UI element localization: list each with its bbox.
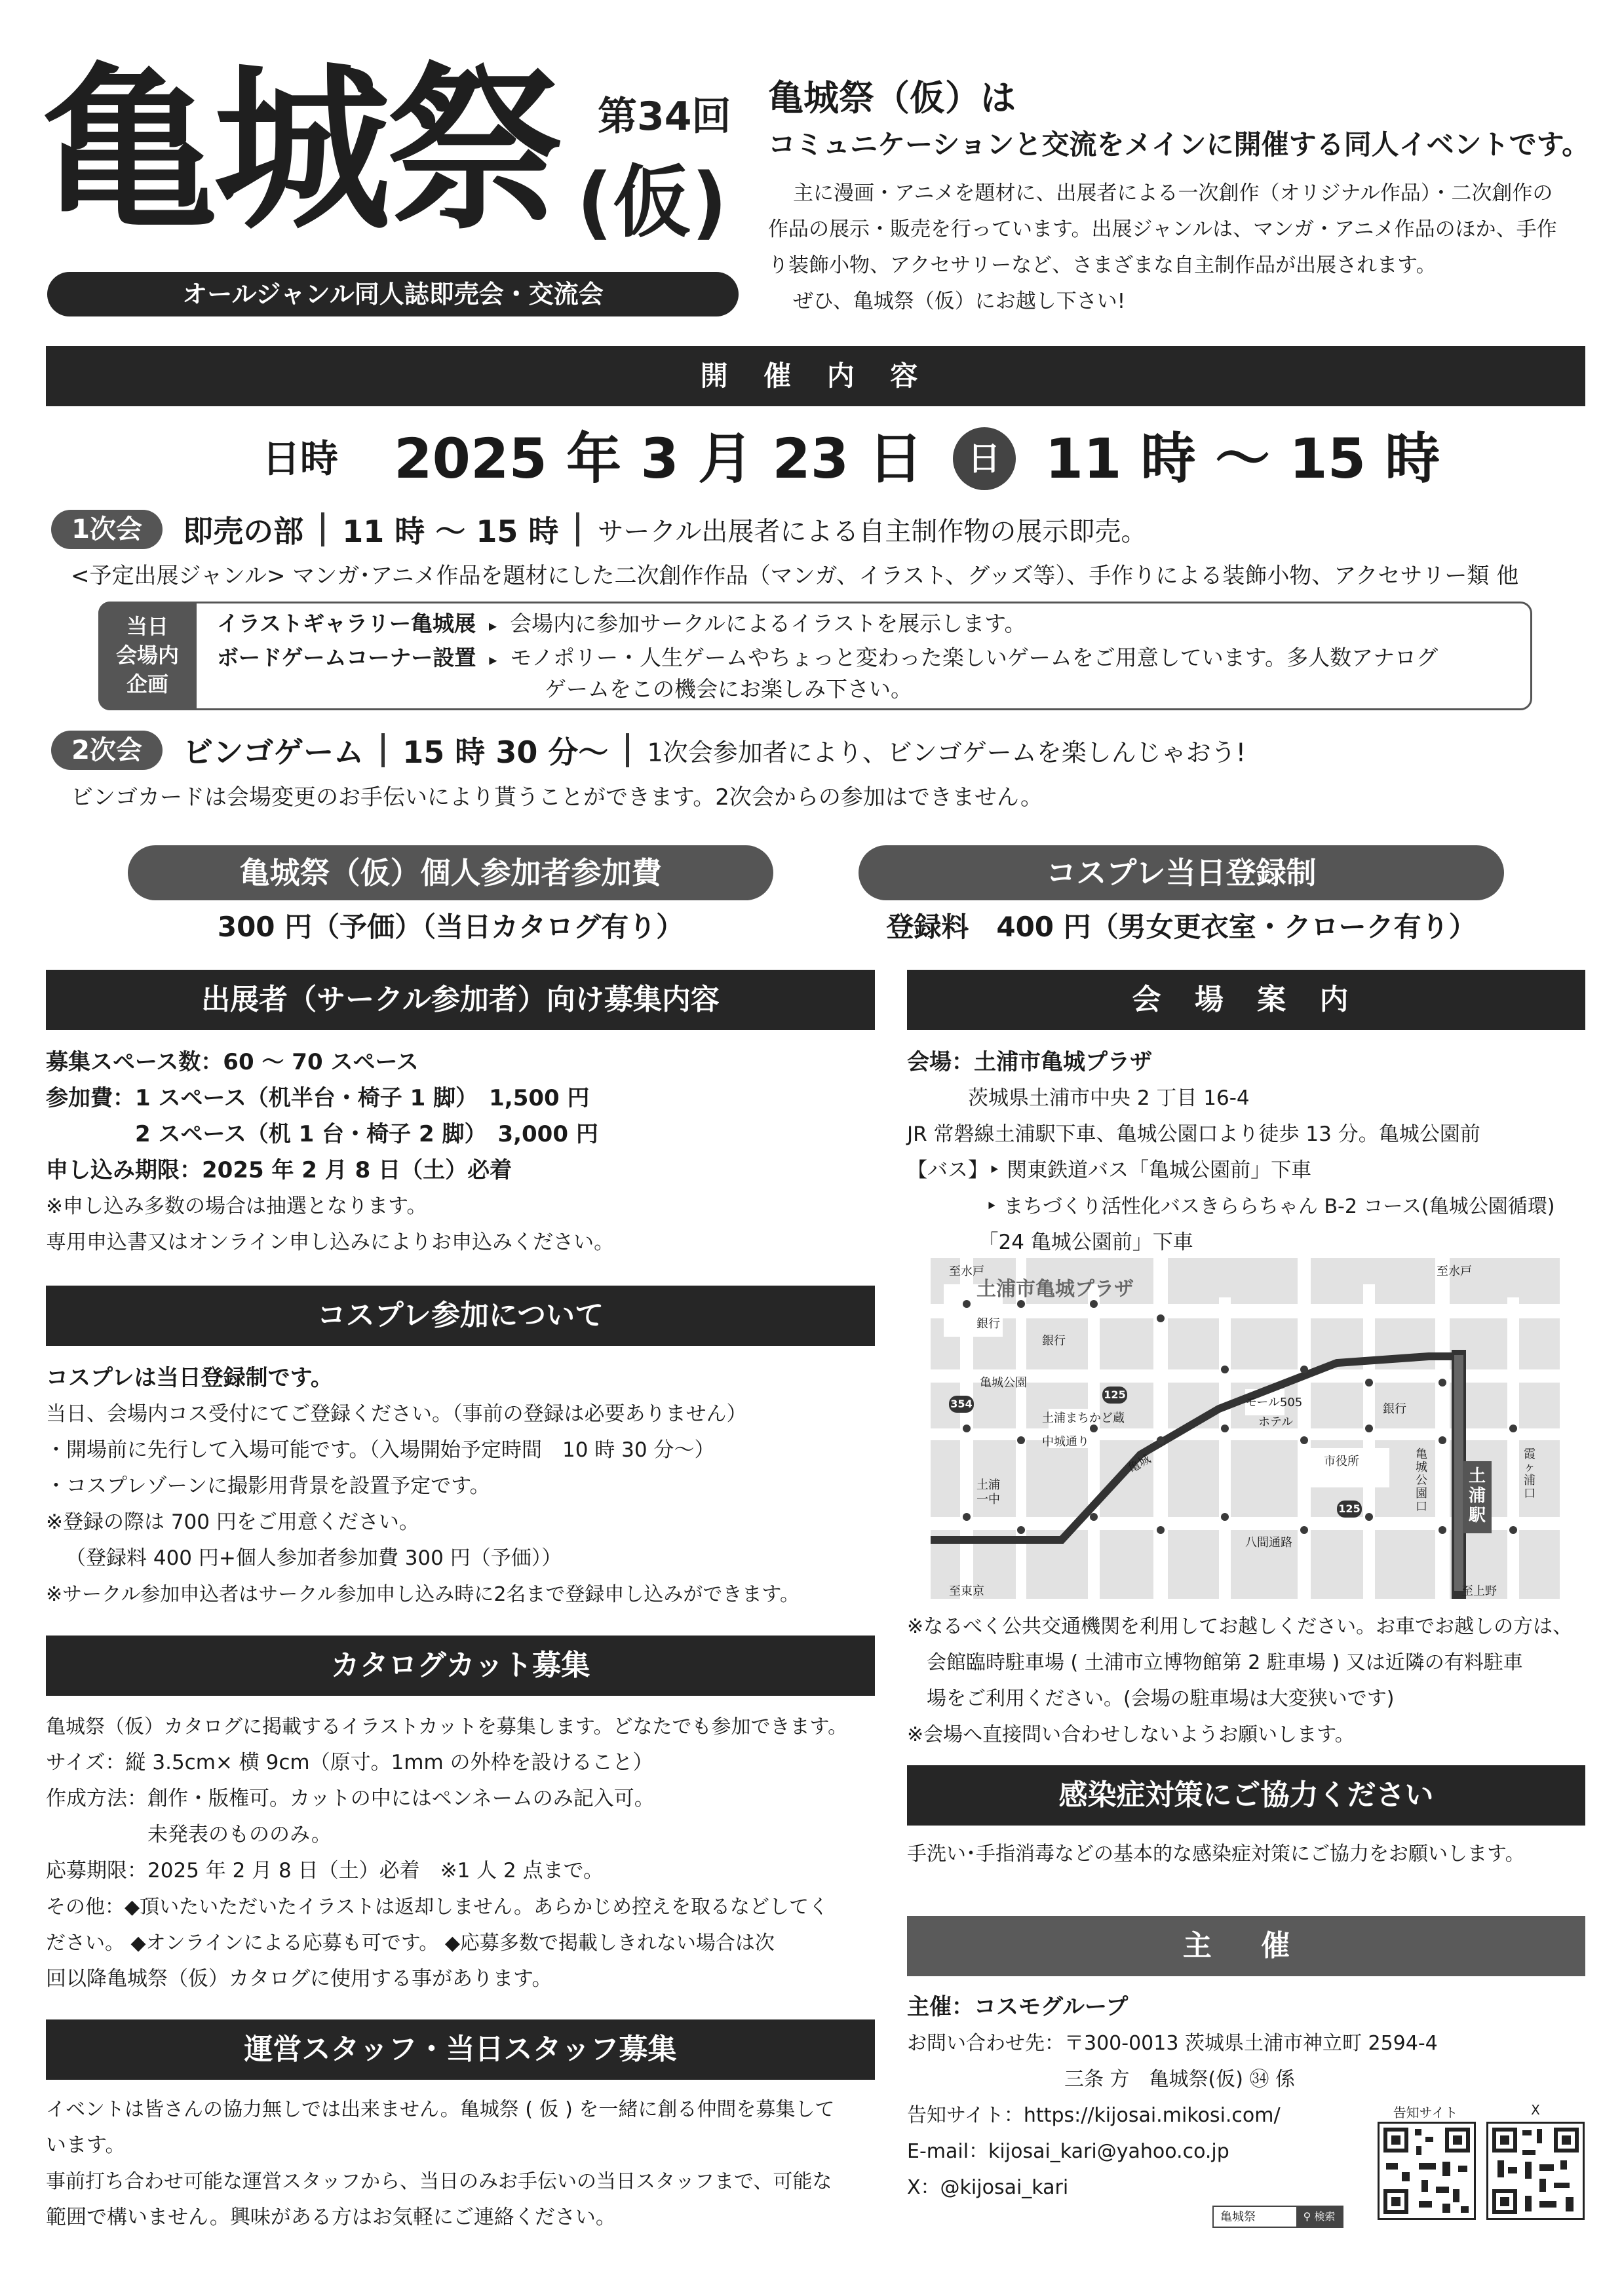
- intro-subtitle: コミュニケーションと交流をメインに開催する同人イベントです。: [768, 128, 1590, 161]
- venue-line: 茨城県土浦市中央 2 丁目 16-4: [907, 1086, 1250, 1110]
- arrow-icon: ▸: [489, 651, 497, 669]
- first-session-time: 11 時 〜 15 時: [342, 514, 559, 549]
- map-label: 八間通路: [1245, 1536, 1292, 1550]
- qr-x-icon[interactable]: [1486, 2122, 1585, 2220]
- intro-line: 作品の展示・販売を行っています。出展ジャンルは、マンガ・アニメ作品のほか、手作: [768, 218, 1557, 241]
- onsite-label: 当日 会場内 企画: [98, 602, 197, 710]
- search-icon: ⚲: [1303, 2210, 1311, 2223]
- map-label: 土浦まちかど蔵: [1042, 1411, 1125, 1425]
- cosplay-fee-value: 登録料 400 円（男女更衣室・クローク有り）: [886, 911, 1477, 943]
- personal-fee-value: 300 円（予価）（当日カタログ有り）: [217, 911, 684, 943]
- venue-note: 会館臨時駐車場 ( 土浦市立博物館第 2 駐車場 ) 又は近隣の有料駐車: [907, 1651, 1523, 1674]
- date-value: 2025 年 3 月 23 日: [394, 427, 923, 491]
- catalog-line: ださい。 ◆オンラインによる応募も可です。 ◆応募多数で掲載しきれない場合は次: [46, 1932, 775, 1955]
- qr-site-icon[interactable]: [1378, 2122, 1476, 2220]
- event-section-title: 開 催 内 容: [46, 346, 1585, 406]
- staff-line: イベントは皆さんの協力無しでは出来ません。亀城祭 ( 仮 ) を一緒に創る仲間を募集して: [46, 2098, 835, 2121]
- catalog-line: サイズ：縦 3.5cm× 横 9cm（原寸。1mm の外枠を設けること）: [46, 1751, 653, 1774]
- venue-body: [907, 1044, 1585, 1261]
- onsite-item-desc: モノポリー・人生ゲームやちょっと変わった楽しいゲームをご用意しています。多人数アナログ: [510, 645, 1439, 670]
- second-session-title: ビンゴゲーム: [183, 735, 364, 770]
- catalog-line: 作成方法：創作・版権可。カットの中にはペンネームのみ記入可。: [46, 1787, 655, 1810]
- cosplay-line: 当日、会場内コス受付にてご登録ください。（事前の登録は必要ありません）: [46, 1402, 747, 1426]
- search-box[interactable]: [1212, 2206, 1343, 2228]
- exhibitor-title: 出展者（サークル参加者）向け募集内容: [46, 970, 875, 1030]
- first-session-tag: 1次会: [51, 510, 163, 549]
- exhibitor-line: 2 スペース（机 1 台・椅子 2 脚） 3,000 円: [46, 1121, 598, 1147]
- catalog-title: カタログカット募集: [46, 1636, 875, 1696]
- map-label: 銀行: [1383, 1402, 1406, 1416]
- organizer-line[interactable]: 告知サイト：https://kijosai.mikosi.com/: [907, 2104, 1281, 2127]
- search-button-label: 検索: [1314, 2210, 1336, 2223]
- map-route-badge: 125: [1337, 1501, 1362, 1518]
- intro-title: 亀城祭（仮）は: [768, 77, 1016, 119]
- cosplay-line: コスプレは当日登録制です。: [46, 1365, 333, 1391]
- search-button[interactable]: [1296, 2207, 1342, 2227]
- onsite-item-desc: 会場内に参加サークルによるイラストを展示します。: [510, 611, 1026, 636]
- intro-text: [768, 176, 1587, 320]
- map-label: 銀行: [976, 1317, 1000, 1331]
- map-label: ホテル: [1258, 1415, 1294, 1429]
- map-label: 中城通り: [1042, 1435, 1089, 1449]
- onsite-item-name: イラストギャラリー亀城展: [217, 611, 476, 636]
- catalog-line: 応募期限：2025 年 2 月 8 日（土）必着 ※1 人 2 点まで。: [46, 1859, 604, 1883]
- venue-line: 「24 亀城公園前」下車: [907, 1231, 1193, 1254]
- venue-note: ※会場へ直接問い合わせしないようお願いします。: [907, 1723, 1355, 1746]
- catalog-line: 亀城祭（仮）カタログに掲載するイラストカットを募集します。どなたでも参加できます。: [46, 1715, 848, 1738]
- personal-fee-title: 亀城祭（仮）個人参加者参加費: [128, 845, 773, 900]
- organizer-body: [907, 1989, 1585, 2206]
- logo-kari: (仮): [577, 157, 727, 248]
- edition-label: 第34回: [598, 94, 731, 140]
- map-label: 亀城公園: [980, 1376, 1027, 1390]
- exhibitor-line: 参加費：1 スペース（机半台・椅子 1 脚） 1,500 円: [46, 1085, 590, 1111]
- map-plaza-label: 土浦市亀城プラザ: [976, 1278, 1134, 1301]
- map-label: 亀城公園口: [1416, 1447, 1427, 1514]
- logo-text: 亀城祭: [41, 47, 560, 254]
- venue-line: JR 常磐線土浦駅下車、亀城公園口より徒歩 13 分。亀城公園前: [907, 1122, 1480, 1146]
- first-session-genre: <予定出展ジャンル> マンガ･アニメ作品を題材にした二次創作作品（マンガ、イラスト、グッズ等）、手作りによる装飾小物、アクセサリー類 他: [71, 563, 1519, 589]
- map-label: 銀行: [1042, 1334, 1066, 1348]
- infection-text: 手洗い･手指消毒などの基本的な感染症対策にご協力をお願いします。: [907, 1843, 1525, 1866]
- catalog-body: [46, 1709, 875, 1997]
- cosplay-line: ・コスプレゾーンに撮影用背景を設置予定です。: [46, 1474, 490, 1498]
- onsite-box: [98, 602, 1532, 710]
- map-label: 至東京: [949, 1584, 984, 1598]
- search-text: 亀城祭: [1220, 2210, 1256, 2224]
- map-label: 至上野: [1461, 1584, 1497, 1598]
- subtitle-bar: オールジャンル同人誌即売会・交流会: [47, 272, 739, 316]
- second-session-time: 15 時 30 分〜: [402, 735, 609, 770]
- organizer-line: 主催：コスモグループ: [907, 1994, 1129, 2020]
- second-session-tag: 2次会: [51, 731, 163, 770]
- qr-site-label: 告知サイト: [1393, 2105, 1458, 2120]
- cosplay-title: コスプレ参加について: [46, 1286, 875, 1346]
- map-label: 至水戸: [1437, 1265, 1472, 1278]
- qr-x-label: X: [1531, 2102, 1540, 2118]
- first-session-desc: サークル出展者による自主制作物の展示即売。: [597, 516, 1148, 547]
- map-label: 亀城: [1125, 1452, 1153, 1476]
- map-label: 至水戸: [949, 1265, 984, 1278]
- map-label: 市役所: [1324, 1455, 1359, 1468]
- first-session-title: 即売の部: [183, 514, 304, 549]
- venue-map: [931, 1258, 1560, 1599]
- arrow-icon: ▸: [489, 617, 497, 635]
- venue-line: 会場：土浦市亀城プラザ: [907, 1049, 1152, 1075]
- onsite-item-desc-cont: ゲームをこの機会にお楽しみ下さい。: [545, 676, 912, 702]
- venue-line: ‣ まちづくり活性化バスきららちゃん B-2 コース(亀城公園循環): [907, 1195, 1555, 1218]
- organizer-line[interactable]: E-mail：kijosai_kari@yahoo.co.jp: [907, 2140, 1229, 2163]
- weekday-badge: 日: [953, 427, 1016, 490]
- exhibitor-line: 専用申込書又はオンライン申し込みによりお申込みください。: [46, 1231, 615, 1254]
- exhibitor-line: 募集スペース数：60 〜 70 スペース: [46, 1049, 419, 1075]
- venue-note: ※なるべく公共交通機関を利用してお越しください。お車でお越しの方は、: [907, 1615, 1573, 1638]
- onsite-item-name: ボードゲームコーナー設置: [217, 645, 476, 670]
- organizer-line: 三条 方 亀城祭(仮) ㉞ 係: [907, 2068, 1296, 2091]
- map-route-badge: 125: [1102, 1387, 1127, 1404]
- organizer-line[interactable]: X：@kijosai_kari: [907, 2176, 1069, 2199]
- intro-line: 主に漫画・アニメを題材に、出展者による一次創作（オリジナル作品）・二次創作の: [793, 182, 1553, 205]
- staff-title: 運営スタッフ・当日スタッフ募集: [46, 2019, 875, 2080]
- event-datetime: [262, 423, 1440, 495]
- exhibitor-body: [46, 1044, 875, 1261]
- exhibitor-line: 申し込み期限：2025 年 2 月 8 日（土）必着: [46, 1157, 512, 1183]
- catalog-line: 回以降亀城祭（仮）カタログに使用する事があります。: [46, 1967, 552, 1991]
- venue-title: 会 場 案 内: [907, 970, 1585, 1030]
- catalog-line: 未発表のもののみ。: [46, 1823, 332, 1846]
- cosplay-line: ※登録の際は 700 円をご用意ください。: [46, 1510, 419, 1534]
- time-value: 11 時 〜 15 時: [1045, 427, 1440, 491]
- qr-code-icon: [1380, 2124, 1474, 2218]
- infection-title: 感染症対策にご協力ください: [907, 1765, 1585, 1826]
- venue-notes: [907, 1609, 1585, 1753]
- second-session-desc: 1次会参加者により、ビンゴゲームを楽しんじゃおう!: [647, 738, 1246, 767]
- staff-line: 範囲で構いません。興味がある方はお気軽にご連絡ください。: [46, 2206, 616, 2229]
- first-session-line: [51, 508, 1147, 554]
- map-route-badge: 354: [949, 1396, 974, 1413]
- venue-note: 場をご利用ください。(会場の駐車場は大変狭いです): [907, 1687, 1395, 1710]
- cosplay-line: （登録料 400 円+個人参加者参加費 300 円（予価））: [66, 1546, 562, 1570]
- organizer-line: お問い合わせ先：〒300-0013 茨城県土浦市神立町 2594-4: [907, 2032, 1438, 2055]
- staff-line: います。: [46, 2133, 126, 2157]
- organizer-title: 主 催: [907, 1916, 1585, 1976]
- cosplay-body: [46, 1360, 875, 1613]
- staff-line: 事前打ち合わせ可能な運営スタッフから、当日のみお手伝いの当日スタッフまで、可能な: [46, 2170, 832, 2193]
- qr-code-icon: [1488, 2124, 1583, 2218]
- cosplay-line: ※サークル参加申込者はサークル参加申し込み時に2名まで登録申し込みができます。: [46, 1583, 800, 1606]
- cosplay-line: ・開場前に先行して入場可能です。（入場開始予定時間 10 時 30 分〜）: [46, 1438, 715, 1462]
- map-label: モール505: [1245, 1396, 1303, 1409]
- intro-line: ぜひ、亀城祭（仮）にお越し下さい!: [793, 290, 1126, 313]
- second-session-note: ビンゴカードは会場変更のお手伝いにより貰うことができます。2次会からの参加はできません。: [71, 784, 1043, 811]
- staff-body: [46, 2092, 875, 2236]
- map-label: 土浦一中: [976, 1478, 1000, 1506]
- cosplay-fee-title: コスプレ当日登録制: [859, 845, 1504, 900]
- second-session-line: [51, 729, 1246, 775]
- intro-line: り装飾小物、アクセサリーなど、さまざまな自主制作品が出展されます。: [768, 254, 1437, 277]
- venue-line: 【バス】‣ 関東鉄道バス「亀城公園前」下車: [907, 1158, 1312, 1182]
- catalog-line: その他：◆頂いたいただいたイラストは返却しません。あらかじめ控えを取るなどしてく: [46, 1896, 828, 1919]
- map-label: 霞ヶ浦口: [1524, 1447, 1535, 1501]
- map-label: 土浦駅: [1468, 1466, 1486, 1525]
- exhibitor-line: ※申し込み多数の場合は抽選となります。: [46, 1195, 427, 1218]
- date-label: 日時: [262, 436, 339, 481]
